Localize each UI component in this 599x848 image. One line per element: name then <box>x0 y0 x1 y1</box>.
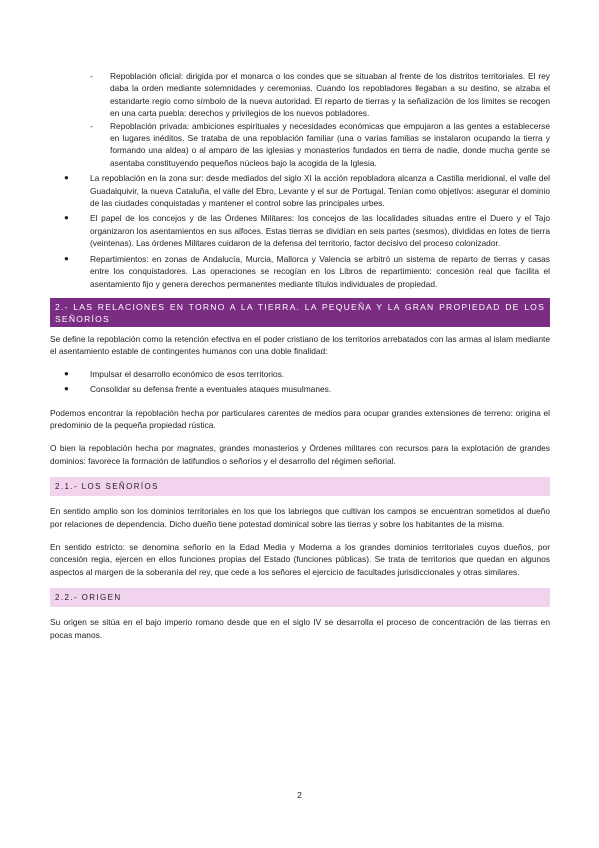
list-item: - Repoblación oficial: dirigida por el monarca o los condes que se situaban al frente de los distritos territoriales. El rey daba la orden mediante solemnidades y ceremonias. Cuando los repobladores llegaban a su destino, se alzaba el estandarte regio como símbolo de la nueva autoridad. El reparto de tierras y la señalización de los límites se recogen en una carta puebla: derechos y privilegios de los nuevos pobladores. <box>90 70 550 120</box>
bullet-icon: ● <box>64 384 69 394</box>
purpose-bullet-list <box>50 368 550 396</box>
list-item: ● Consolidar su defensa frente a eventuales ataques musulmanes. <box>64 384 332 395</box>
paragraph: Se define la repoblación como la retención efectiva en el poder cristiano de los territorios arrebatados con las armas al islam mediante el asentamiento estable de contingentes humanos con una doble finalidad: <box>50 333 550 357</box>
paragraph: Podemos encontrar la repoblación hecha por particulares carentes de medios para ocupar grandes extensiones de terreno: origina el predominio de la pequeña propiedad rústica. <box>50 407 550 430</box>
section-heading: 2.- LAS RELACIONES EN TORNO A LA TIERRA. LA PEQUEÑA Y LA GRAN PROPIEDAD DE LOS SEÑORÍOS <box>50 298 550 327</box>
repoblacion-bullet-list <box>50 172 550 290</box>
paragraph: En sentido amplio son los dominios territoriales en los que los labriegos que cultivan los campos se encuentran sometidos al dueño por relaciones de dependencia. Dicho dueño tiene potestad dominical sobre las tierras y sobre los habitantes de la misma. <box>50 506 550 529</box>
list-item: - Repoblación privada: ambiciones espirituales y necesidades económicas que empujaron a las gentes a establecerse en lugares inéditos. Se trataba de una repoblación familiar (una o varias familias se instalaron ocupando la tierra y formando una aldea) o al amparo de las iglesias y monasterios fundados en tierra de nadie, donde mucha gente se asentaba constituyendo pequeños núcleos bajo la acogida de la Iglesia. <box>90 120 550 170</box>
page-number: 2 <box>297 790 302 800</box>
list-item: ● La repoblación en la zona sur: desde mediados del siglo XI la acción repobladora alcanza a Castilla meridional, el valle del Guadalquivir, la nueva Cataluña, el valle del Ebro, Levante y el sur de Portugal. Tenían como objetivos: asegurar el dominio de las ciudades conquistadas y mantener el control sobre las principales urbes. <box>64 173 550 209</box>
bullet-icon: ● <box>64 213 69 223</box>
list-item: ● Impulsar el desarrollo económico de esos territorios. <box>64 368 285 379</box>
bullet-icon: ● <box>64 368 69 378</box>
subsection-heading: 2.2.- ORIGEN <box>50 588 550 607</box>
paragraph: Su origen se sitúa en el bajo imperio romano desde que en el siglo IV se desarrolla el proceso de concentración de las tierras en pocas manos. <box>50 617 550 640</box>
bullet-icon: ● <box>64 173 69 183</box>
subsection-heading: 2.1.- LOS SEÑORÍOS <box>50 477 550 496</box>
page-content <box>50 70 550 641</box>
list-item: ● Repartimientos: en zonas de Andalucía, Murcia, Mallorca y Valencia se arbitró un sistema de reparto de tierras y casas entre los conquistadores. Las operaciones se recogían en los Libros de repartimiento: concesión real que facilita el asentamiento fijo y genera derechos permanentes mediante títulos individuales de propiedad. <box>64 253 550 289</box>
paragraph: O bien la repoblación hecha por magnates, grandes monasterios y Órdenes militares con recursos para la explotación de grandes dominios: favorece la formación de latifundios o señoríos y el desarrollo del régimen señorial. <box>50 443 550 466</box>
paragraph: En sentido estricto: se denomina señorío en la Edad Media y Moderna a los grandes dominios territoriales cuyos dueños, por concesión regia, ejercen en ellos funciones propias del Estado (funciones públicas). Se trata de territorios que quedan en algunos aspectos al margen de la soberanía del rey, que cede a los señores el ejercicio de facultades jurisdiccionales y otras similares. <box>50 541 550 577</box>
list-item: ● El papel de los concejos y de las Órdenes Militares: los concejos de las localidades situadas entre el Duero y el Tajo organizaron los asentamientos en sus alfoces. Estas tierras se dividían en seis partes (sesmos), divididas en lotes de tierra (veintenas). Las órdenes Militares cuidaron de la defensa del territorio, factor decisivo del proceso colonizador. <box>64 213 550 249</box>
repoblacion-types-list <box>90 70 550 169</box>
bullet-icon: ● <box>64 253 69 263</box>
